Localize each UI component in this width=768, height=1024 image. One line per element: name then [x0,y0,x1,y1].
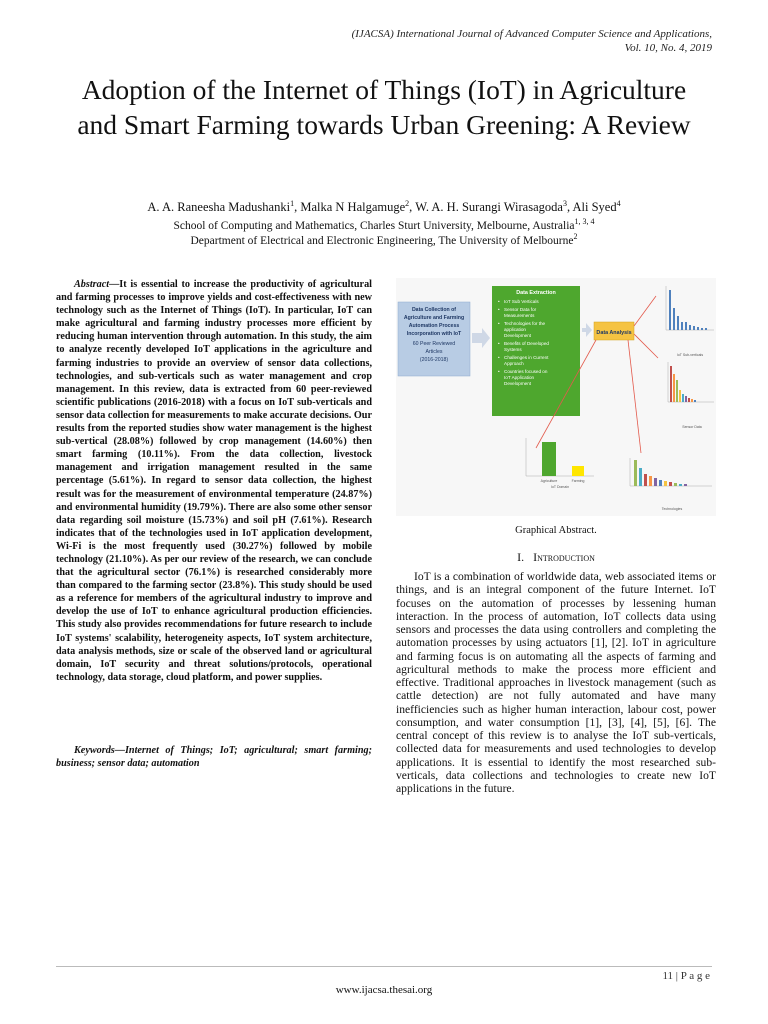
abstract: Abstract—It is essential to increase the productivity of agricultural and farming processes to improve yields and cost-effectiveness with new technology such as the Internet of Things (IoT). In particular, IoT can make agricultural and farming industry processes more efficient by reducing human intervention through automation. In this study, the aim to analyze recently developed IoT applications in the agriculture and farming industries to provide an overview of sensor data collections, technologies, and sub-verticals such as water management and crop management. In this review, data is extracted from 60 peer-reviewed scientific publications (2016-2018) with a focus on IoT sub-verticals and sensor data collection for measurements to make accurate decisions. Our results from the reported studies show water management is the highest sub-vertical (28.08%) followed by crop management (14.60%) then smart farming (10.11%). From the data collection, livestock management and irrigation management resulted in the same percentage (5.61%). In regard to sensor data collection, the highest result was for the measurement of environmental temperature (24.87%) and environmental humidity (19.79%). There are also some other sensor data regarding soil moisture (15.73%) and soil pH (7.61%). Research indicates that of the technologies used in IoT application development, Wi-Fi is the most frequently used (30.27%) followed by mobile technology (21.10%). As per our review of the research, we can conclude that the agricultural sector (76.1%) is researched considerably more than compared to the farming sector (23.8%). This study should be used as a reference for members of the agricultural industry to improve and develop the use of IoT to enhance agricultural production efficiencies. This study also provides recommendations for future research to include IoT systems' scalability, heterogeneity aspects, IoT system architecture, data analysis methods, size or scale of the observed land or agricultural domain, IoT security and threat solutions/protocols, operational technology, data storage, cloud platform, and power supplies. [56,279,372,683]
journal-name: (IJACSA) International Journal of Advanced Computer Science and Applications, [351,28,712,40]
svg-text:•: • [498,321,500,326]
mini-chart-technologies [630,458,712,511]
arrow-icon [472,328,490,348]
affiliation-1: School of Computing and Mathematics, Charles Sturt University, Melbourne, Australia$^{1, 3, 4}$ [173,217,595,232]
running-head [152,27,712,55]
footer-divider [56,966,712,967]
svg-text:Sensor Data: Sensor Data [682,425,702,429]
svg-text:Agriculture and Farming: Agriculture and Farming [403,315,465,321]
svg-text:Automation Process: Automation Process [408,323,460,329]
journal-volume: Vol. 10, No. 4, 2019 [624,42,712,54]
svg-text:Technologies for the: Technologies for the [504,321,546,326]
svg-text:Systems: Systems [504,347,522,352]
mini-chart-domain [526,438,594,489]
author-2: Malka N Halgamuge$^2$, [300,198,416,214]
footer-url: www.ijacsa.thesai.org [335,984,433,996]
mini-chart-subverticals [666,286,714,357]
svg-text:Data Collection of: Data Collection of [411,307,457,313]
svg-text:Incorporation with IoT: Incorporation with IoT [406,331,462,337]
svg-text:application: application [504,327,526,332]
svg-text:60 Peer Reviewed: 60 Peer Reviewed [412,341,456,347]
svg-text:Development: Development [504,381,532,386]
abstract-label: Abstract [74,279,110,290]
svg-text:•: • [498,369,500,374]
intro-paragraph: IoT is a combination of worldwide data, web associated items or things, and is an integral component of the future Internet. IoT focuses on the automation of processes by lessening human interaction. In the process of automation, IoT collects data using sensors and processes the data using controllers and completing the automation processes by using actuators [1], [2]. IoT in agriculture and farming focus is on automating all the aspects of farming and agricultural methods to make the process more efficient and effective. Traditional approaches in livestock management (such as cattle detection) are not fully automated and have many inefficiencies such as higher human interaction, labour cost, power consumption, and water consumption [1], [3], [4], [5], [6]. The central concept of this review is to analyse the IoT sub-verticals, collected data for measurements and used technologies to develop applications. It is essential to identify the most researched sub-verticals, data collections and technologies to create new IoT applications in the future. [396,570,716,795]
svg-text:Countries focused on: Countries focused on [504,369,548,374]
section-heading: I. Introduction [517,550,595,564]
svg-text:Sensor Data for: Sensor Data for [504,307,537,312]
svg-text:Development: Development [504,333,532,338]
author-1: A. A. Raneesha Madushanki$^1$, [147,198,301,214]
paper-title: Adoption of the Internet of Things (IoT) in Agriculture and Smart Farming towards Urban Greening: A Review [77,74,691,140]
svg-text:Approach: Approach [504,361,524,366]
affiliation-2: Department of Electrical and Electronic Engineering, The University of Melbourne$^2$ [190,232,578,247]
page-number: 11 | P a g e [662,970,710,982]
svg-text:•: • [498,341,500,346]
svg-text:•: • [498,307,500,312]
svg-text:Challenges in Current: Challenges in Current [504,355,549,360]
svg-text:Data Analysis: Data Analysis [596,330,632,336]
svg-text:Data Extraction: Data Extraction [516,290,556,296]
keywords: Keywords—Internet of Things; IoT; agricultural; smart farming; business; sensor data; automation [56,745,372,770]
graphical-abstract-diagram [396,278,716,516]
collection-box [398,302,470,376]
author-3: W. A. H. Surangi Wirasagoda$^3$, [415,198,573,214]
svg-text:•: • [498,355,500,360]
svg-text:Measurements: Measurements [504,313,535,318]
svg-text:•: • [498,299,500,304]
author-list [40,199,728,215]
svg-text:Agriculture: Agriculture [540,479,558,483]
svg-text:Articles: Articles [425,349,443,355]
svg-text:IoT Sub-verticals: IoT Sub-verticals [676,353,704,357]
svg-text:IoT Sub Verticals: IoT Sub Verticals [504,299,539,304]
abstract-body: It is essential to increase the productivity of agricultural and farming processes to improve yields and cost-effectiveness with new technology such as the Internet of Things (IoT). In particular, IoT can make agricultural and farming industry processes more efficient by reducing human intervention through automation. In this study, the aim to analyze recently developed IoT applications in the agriculture and farming industries to provide an overview of sensor data collections, technologies, and sub-verticals such as water management and crop management. In this review, data is extracted from 60 peer-reviewed scientific publications (2016-2018) with a focus on IoT sub-verticals and sensor data collection for measurements to make accurate decisions. Our results from the reported studies show water management is the highest sub-vertical (28.08%) followed by crop management (14.60%) then smart farming (10.11%). From the data collection, livestock management and irrigation management resulted in the same percentage (5.61%). In regard to sensor data collection, the highest result was for the measurement of environmental temperature (24.87%) and environmental humidity (19.79%). There are also some other sensor data regarding soil moisture (15.73%) and soil pH (7.61%). Research indicates that of the technologies used in IoT application development, Wi-Fi is the most frequently used (30.27%) followed by mobile technology (21.10%). As per our review of the research, we can conclude that the agricultural sector (76.1%) is researched considerably more than compared to the farming sector (23.8%). This study should be used as a reference for members of the agricultural industry to improve and develop the use of IoT to enhance agricultural production efficiencies. This study also provides recommendations for future research to include IoT systems' scalability, heterogeneity aspects, IoT system architecture, data analysis methods, size or scale of the observed land or agricultural domain, IoT security and threat solutions/protocols, operational technology, data storage, cloud platform, and power supplies. [56,279,372,683]
svg-text:Benefits of Developed: Benefits of Developed [504,341,549,346]
svg-text:IoT Domain: IoT Domain [550,485,570,489]
svg-text:Technologies: Technologies [661,507,683,511]
svg-text:(2016-2018): (2016-2018) [419,357,449,363]
figure-caption: Graphical Abstract. [515,525,597,536]
svg-text:Farming: Farming [571,479,585,483]
graphical-abstract [396,278,716,516]
author-4: Ali Syed$^4$ [572,198,621,214]
mini-chart-sensor-data [668,362,714,429]
svg-text:IoT Application: IoT Application [504,375,535,380]
